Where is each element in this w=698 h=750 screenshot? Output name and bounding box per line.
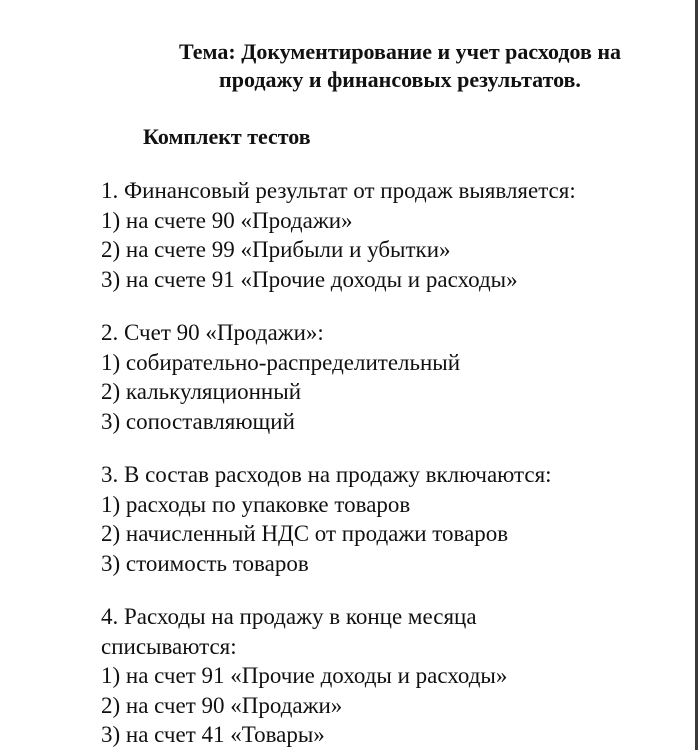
title-line-1: Тема: Документирование и учет расходов на xyxy=(178,39,622,64)
document-subtitle: Комплект тестов xyxy=(143,124,311,149)
question-2-option-1: 1) собирательно-распределительный xyxy=(101,349,461,375)
question-2-option-2: 2) калькуляционный xyxy=(101,379,302,404)
question-1 xyxy=(101,176,681,294)
document-title xyxy=(140,38,660,94)
title-line-2: продажу и финансовых результатов. xyxy=(219,67,581,92)
question-4-option-3: 3) на счет 41 «Товары» xyxy=(101,722,325,747)
question-3-text: 3. В состав расходов на продажу включаются: xyxy=(101,462,552,487)
question-4-option-2: 2) на счет 90 «Продажи» xyxy=(101,692,343,718)
question-4-option-1: 1) на счет 91 «Прочие доходы и расходы» xyxy=(101,663,508,688)
question-1-option-1: 1) на счете 90 «Продажи» xyxy=(101,207,353,233)
question-1-text: 1. Финансовый результат от продаж выявляется: xyxy=(101,178,576,203)
question-3 xyxy=(101,460,681,578)
question-3-option-1: 1) расходы по упаковке товаров xyxy=(101,491,411,517)
question-1-option-3: 3) на счете 91 «Прочие доходы и расходы» xyxy=(101,266,518,292)
question-3-option-3: 3) стоимость товаров xyxy=(101,550,309,576)
question-2-option-3: 3) сопоставляющий xyxy=(101,408,295,434)
questions-list xyxy=(101,176,681,750)
question-1-option-2: 2) на счете 99 «Прибыли и убытки» xyxy=(101,237,451,262)
question-4-text-line-2: списываются: xyxy=(101,633,237,659)
question-3-option-2: 2) начисленный НДС от продажи товаров xyxy=(101,521,509,546)
question-2-text: 2. Счет 90 «Продажи»: xyxy=(101,320,324,345)
question-4 xyxy=(101,602,681,750)
question-2 xyxy=(101,318,681,436)
question-4-text-line-1: 4. Расходы на продажу в конце месяца xyxy=(101,604,477,629)
